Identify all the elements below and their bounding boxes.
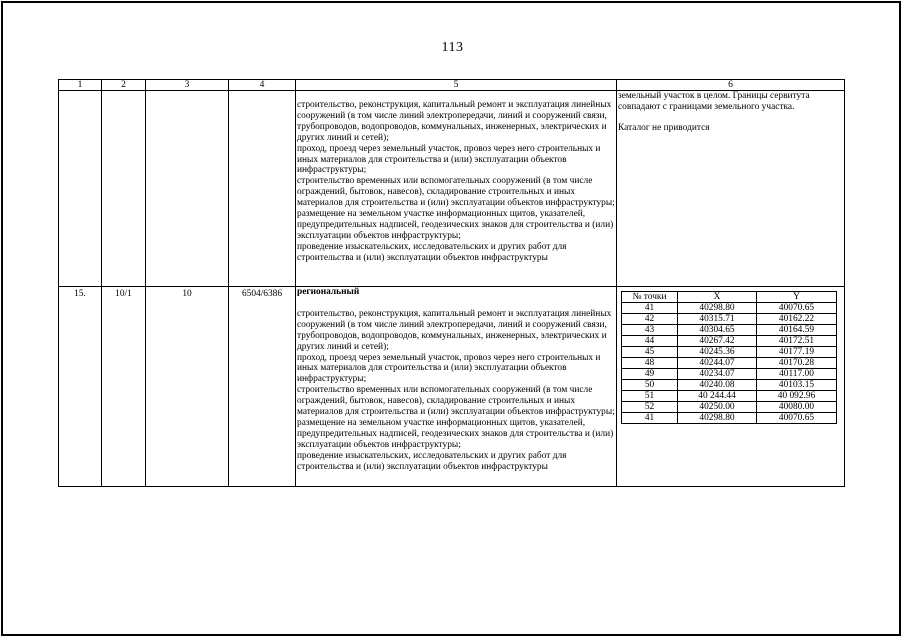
point-number: 48: [622, 358, 678, 369]
y-value: 40172.51: [757, 336, 837, 347]
purpose-paragraph: проход, проезд через земельный участок, провоз через него строительных и иных материалов для строительства и (или) эксплуатации объектов инфраструктуры;: [297, 352, 601, 385]
x-value: 40315.71: [678, 314, 757, 325]
cell-plot: [146, 91, 229, 287]
column-header: 5: [296, 80, 617, 91]
cell-area: [229, 91, 296, 287]
cell-purpose: [296, 91, 617, 287]
cell-purpose: [296, 287, 617, 487]
purpose-paragraph: строительство временных или вспомогательных сооружений (в том числе ограждений, бытовок, навесов), складирование строительных и иных материалов для строительства и (или) эксплуатации объектов инфраструктуры;: [297, 176, 615, 209]
y-header: Y: [757, 292, 837, 303]
x-value: 40304.65: [678, 325, 757, 336]
cell-plot: 10: [146, 287, 229, 487]
y-value: 40117.00: [757, 369, 837, 380]
purpose-paragraph: проход, проезд через земельный участок, провоз через него строительных и иных материалов для строительства и (или) эксплуатации объектов инфраструктуры;: [297, 143, 601, 176]
point-number-header: № точки: [622, 292, 678, 303]
x-value: 40240.08: [678, 380, 757, 391]
page-number: 113: [441, 40, 464, 55]
point-number: 52: [622, 402, 678, 413]
purpose-paragraph: строительство временных или вспомогательных сооружений (в том числе ограждений, бытовок, навесов), складирование строительных и иных материалов для строительства и (или) эксплуатации объектов инфраструктуры;: [297, 385, 615, 418]
x-value: 40244.07: [678, 358, 757, 369]
servitude-type-heading: региональный: [297, 287, 360, 297]
cell-record: 10/1: [102, 287, 146, 487]
y-value: 40070.65: [757, 413, 837, 424]
cell-boundary: [617, 287, 845, 487]
x-value: 40 244.44: [678, 391, 757, 402]
column-header: 6: [617, 80, 845, 91]
cell-number: 15.: [59, 287, 102, 487]
coordinates-row: [622, 402, 837, 413]
point-number: 50: [622, 380, 678, 391]
coordinates-table: [621, 291, 837, 424]
point-number: 44: [622, 336, 678, 347]
x-value: 40267.42: [678, 336, 757, 347]
column-header: 4: [229, 80, 296, 91]
y-value: 40080.00: [757, 402, 837, 413]
point-number: 45: [622, 347, 678, 358]
x-value: 40298.80: [678, 303, 757, 314]
column-header: 3: [146, 80, 229, 91]
cell-record: [102, 91, 146, 287]
y-value: 40162.22: [757, 314, 837, 325]
x-value: 40298.80: [678, 413, 757, 424]
purpose-paragraph: строительство, реконструкция, капитальный ремонт и эксплуатация линейных сооружений (в том числе линий электропередачи, линий и сооружений связи, трубопроводов, водопроводов, коммунальных, инженерных, электрических и других линий и сетей);: [297, 308, 612, 352]
x-header: X: [678, 292, 757, 303]
catalog-note: Каталог не приводится: [618, 122, 710, 133]
servitude-table: [58, 79, 845, 487]
coordinates-row: [622, 358, 837, 369]
purpose-paragraph: размещение на земельном участке информационных щитов, указателей, предупредительных надписей, геодезических знаков для строительства и (или) эксплуатации объектов инфраструктуры;: [297, 209, 614, 241]
point-number: 49: [622, 369, 678, 380]
purpose-paragraph: проведение изыскательских, исследовательских и других работ для строительства и (или) эксплуатации объектов инфраструктуры: [297, 450, 567, 472]
coordinates-row: [622, 391, 837, 402]
boundary-note: земельный участок в целом. Границы сервитута совпадают с границами земельного участка.: [618, 91, 810, 112]
y-value: 40164.59: [757, 325, 837, 336]
coordinates-row: [622, 347, 837, 358]
column-number-row: [59, 80, 845, 91]
point-number: 42: [622, 314, 678, 325]
coordinates-row: [622, 380, 837, 391]
coordinates-row: [622, 369, 837, 380]
purpose-paragraph: строительство, реконструкция, капитальный ремонт и эксплуатация линейных сооружений (в том числе линий электропередачи, линий и сооружений связи, трубопроводов, водопроводов, коммунальных, инженерных, электрических и других линий и сетей);: [297, 100, 612, 143]
purpose-paragraph: проведение изыскательских, исследовательских и других работ для строительства и (или) эксплуатации объектов инфраструктуры: [297, 241, 567, 263]
coordinates-row: [622, 314, 837, 325]
coordinates-row: [622, 303, 837, 314]
column-header: 2: [102, 80, 146, 91]
x-value: 40250.00: [678, 402, 757, 413]
coordinates-row: [622, 336, 837, 347]
cell-boundary: [617, 91, 845, 287]
coordinates-row: [622, 413, 837, 424]
coordinates-row: [622, 325, 837, 336]
y-value: 40170.28: [757, 358, 837, 369]
cell-area: 6504/6386: [229, 287, 296, 487]
table-row: [59, 287, 845, 487]
y-value: 40103.15: [757, 380, 837, 391]
column-header: 1: [59, 80, 102, 91]
y-value: 40177.19: [757, 347, 837, 358]
point-number: 41: [622, 303, 678, 314]
y-value: 40 092.96: [757, 391, 837, 402]
purpose-paragraph: размещение на земельном участке информационных щитов, указателей, предупредительных надписей, геодезических знаков для строительства и (или) эксплуатации объектов инфраструктуры;: [297, 417, 614, 450]
y-value: 40070.65: [757, 303, 837, 314]
coordinates-header-row: [622, 292, 837, 303]
x-value: 40234.07: [678, 369, 757, 380]
point-number: 41: [622, 413, 678, 424]
cell-number: [59, 91, 102, 287]
point-number: 43: [622, 325, 678, 336]
table-row: [59, 91, 845, 287]
point-number: 51: [622, 391, 678, 402]
x-value: 40245.36: [678, 347, 757, 358]
